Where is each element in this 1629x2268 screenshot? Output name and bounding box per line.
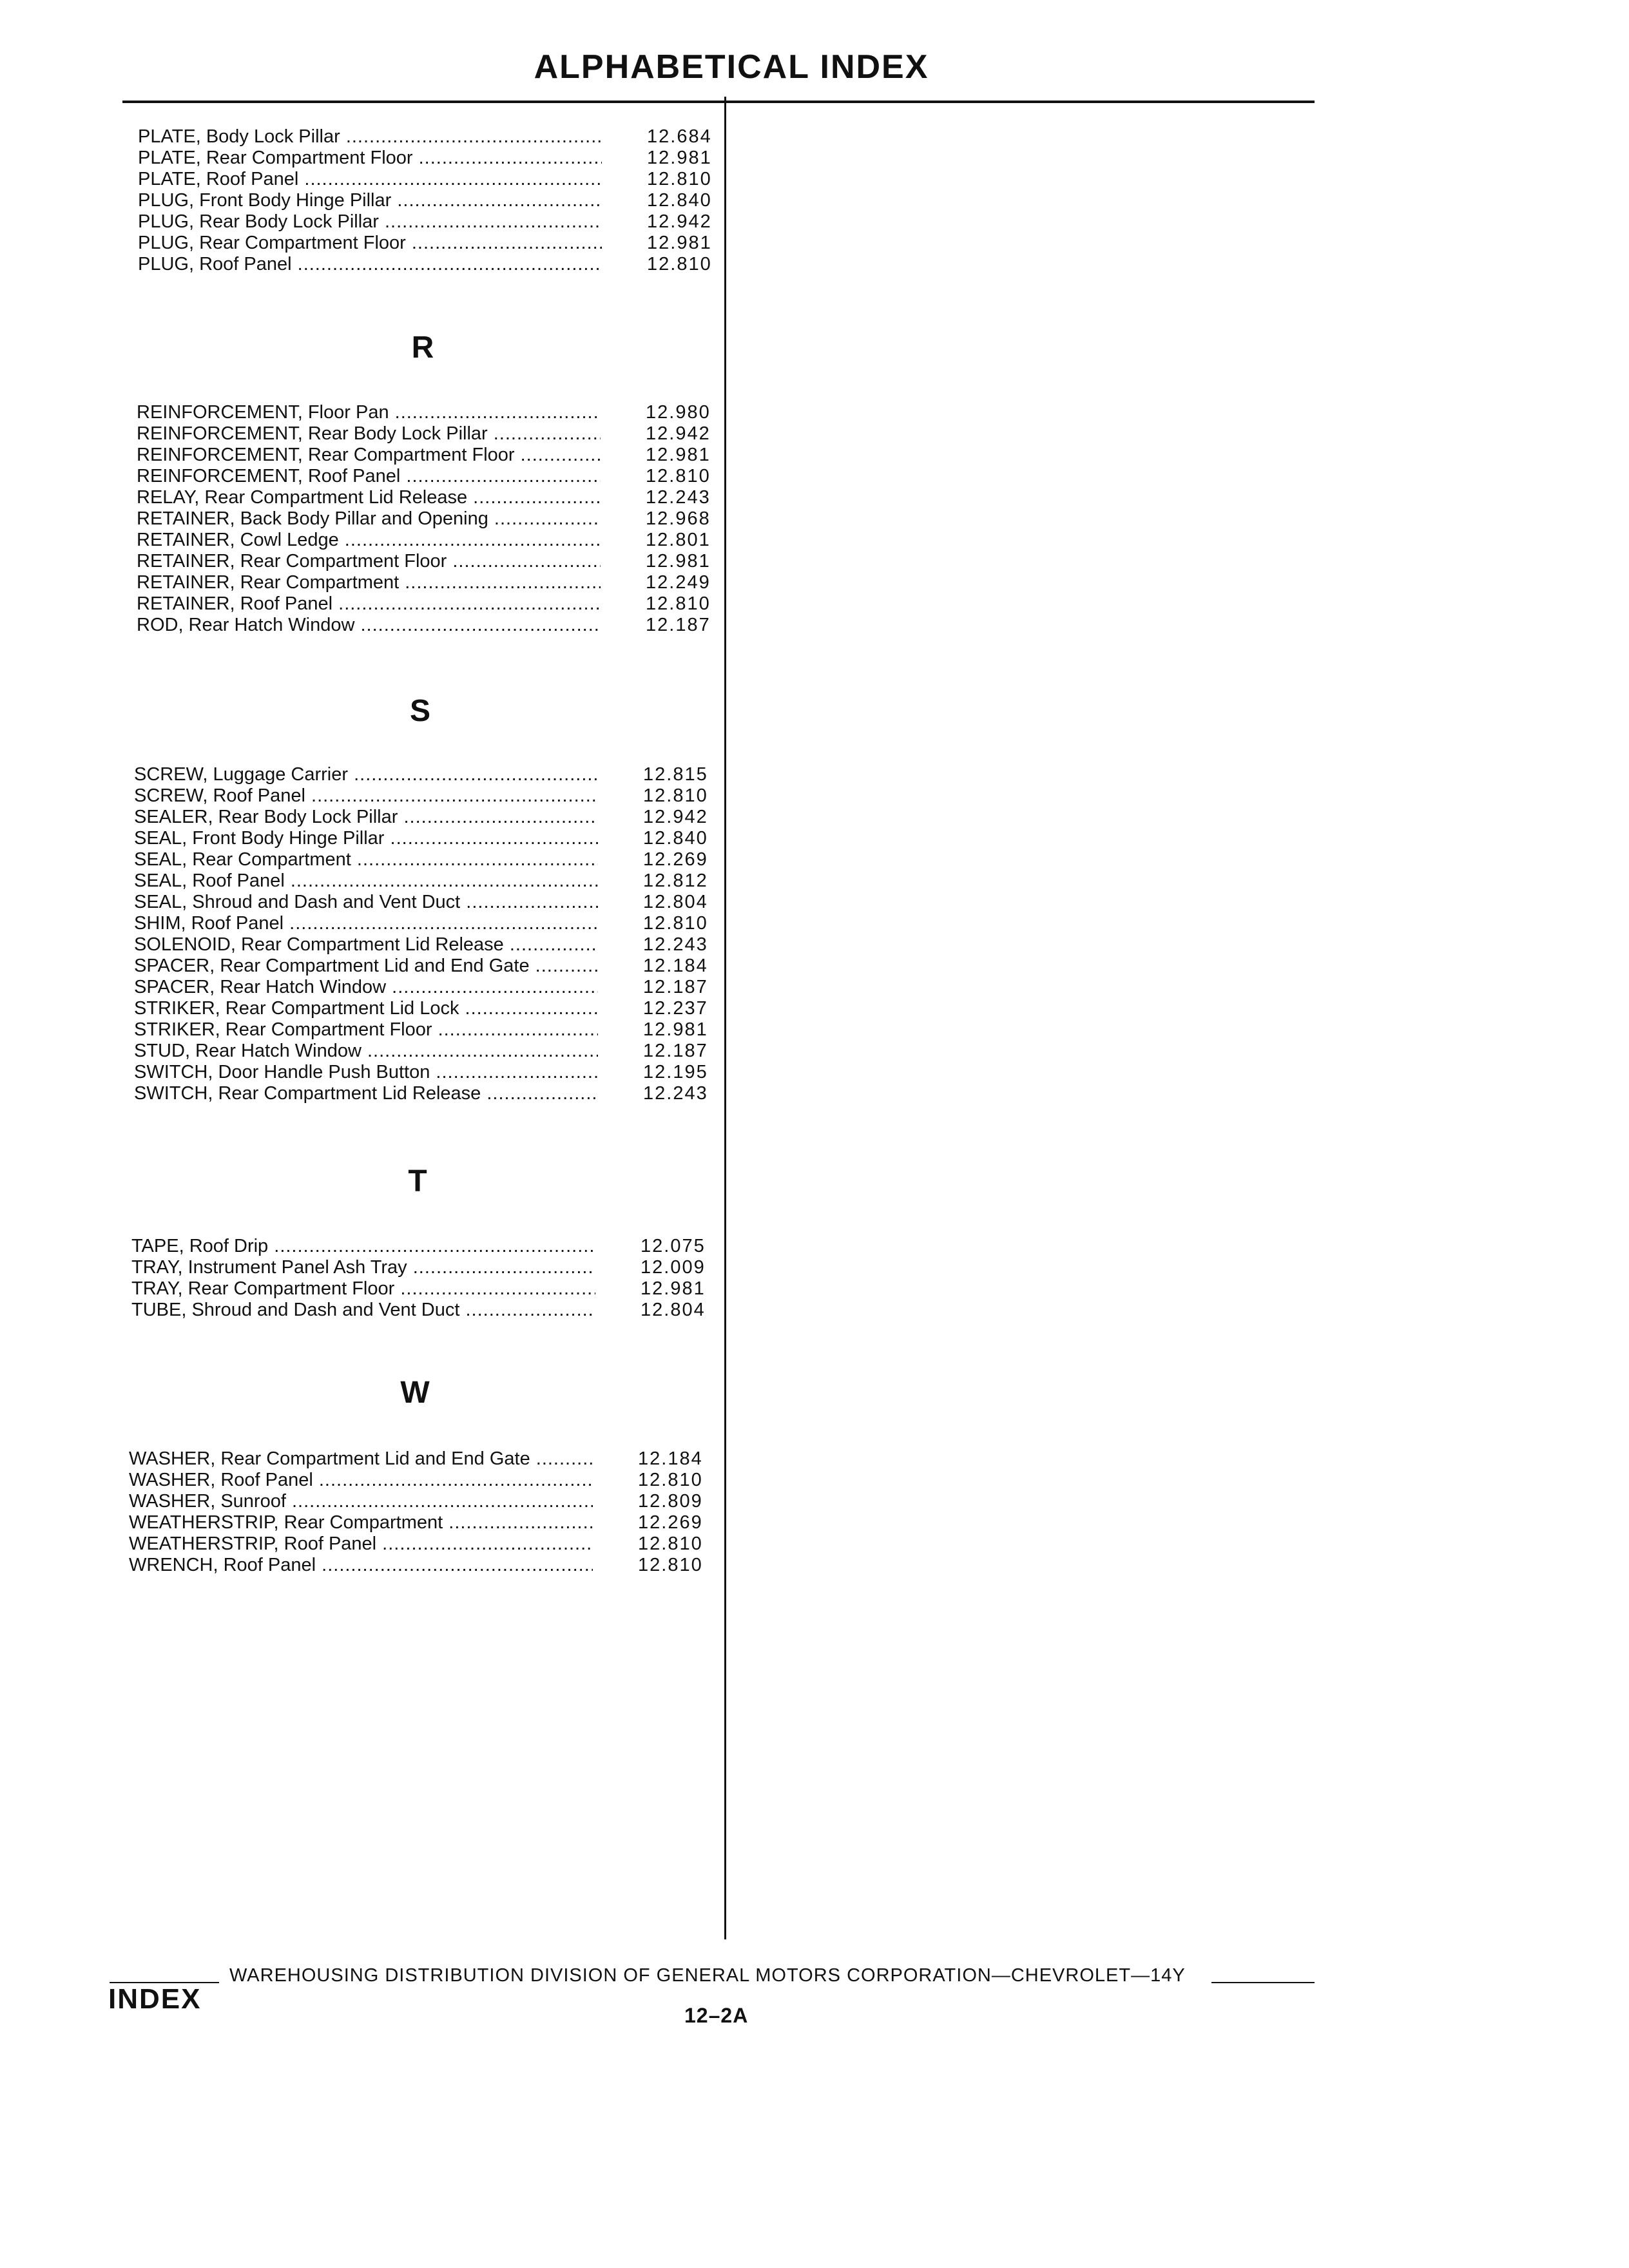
entry-page: 12.195: [643, 1062, 708, 1082]
entry-page: 12.810: [643, 785, 708, 806]
header-rule: [122, 101, 1315, 103]
entry-page: 12.269: [638, 1512, 703, 1533]
entry-label: SWITCH, Rear Compartment Lid Release .....: [134, 1083, 598, 1104]
entry-page: 12.809: [638, 1491, 703, 1512]
entry-page: 12.980: [646, 402, 711, 423]
entry-page: 12.810: [638, 1555, 703, 1575]
entry-page: 12.810: [647, 254, 712, 274]
entry-label: SOLENOID, Rear Compartment Lid Release .....: [134, 934, 598, 956]
entry-label: STUD, Rear Hatch Window .....: [134, 1041, 598, 1062]
entry-page: 12.187: [646, 615, 711, 635]
entry-page: 12.243: [643, 1083, 708, 1104]
entry-label: WRENCH, Roof Panel .....: [129, 1555, 593, 1576]
entry-page: 12.187: [643, 1041, 708, 1061]
entry-page: 12.184: [643, 956, 708, 976]
entry-label: RETAINER, Cowl Ledge .....: [137, 530, 601, 551]
entry-label: SEALER, Rear Body Lock Pillar .....: [134, 807, 598, 828]
entry-page: 12.009: [641, 1257, 706, 1278]
entry-label: REINFORCEMENT, Rear Compartment Floor .....: [137, 445, 601, 466]
entry-page: 12.243: [646, 487, 711, 508]
entry-label: RETAINER, Rear Compartment Floor .....: [137, 551, 601, 572]
entry-label: SEAL, Roof Panel .....: [134, 870, 598, 892]
entry-label: STRIKER, Rear Compartment Lid Lock .....: [134, 998, 598, 1019]
entry-label: SHIM, Roof Panel .....: [134, 913, 598, 934]
section-letter-s: S: [409, 694, 430, 728]
entry-page: 12.804: [641, 1300, 706, 1320]
entry-page: 12.981: [646, 551, 711, 572]
entry-page: 12.810: [638, 1470, 703, 1490]
entry-label: STRIKER, Rear Compartment Floor .....: [134, 1019, 598, 1041]
entry-label: RETAINER, Rear Compartment .....: [137, 572, 601, 593]
entry-label: REINFORCEMENT, Roof Panel .....: [137, 466, 601, 487]
entry-label: SPACER, Rear Hatch Window .....: [134, 977, 598, 998]
entry-page: 12.942: [647, 211, 712, 232]
entry-label: TUBE, Shroud and Dash and Vent Duct .....: [131, 1300, 595, 1321]
entry-label: SCREW, Roof Panel .....: [134, 785, 598, 807]
entry-label: WASHER, Roof Panel .....: [129, 1470, 593, 1491]
entry-label: WEATHERSTRIP, Roof Panel .....: [129, 1533, 593, 1555]
entry-page: 12.810: [647, 169, 712, 189]
entry-label: PLATE, Rear Compartment Floor .....: [138, 148, 602, 169]
entry-page: 12.840: [643, 828, 708, 849]
entry-label: ROD, Rear Hatch Window .....: [137, 615, 601, 636]
entry-label: TRAY, Instrument Panel Ash Tray .....: [131, 1257, 595, 1278]
entry-label: PLUG, Rear Compartment Floor .....: [138, 233, 602, 254]
footer-section-label: INDEX: [108, 1983, 202, 2015]
entry-page: 12.810: [643, 913, 708, 934]
entry-page: 12.237: [643, 998, 708, 1019]
entry-label: REINFORCEMENT, Rear Body Lock Pillar .....: [137, 423, 601, 445]
entry-page: 12.981: [647, 233, 712, 253]
entry-page: 12.249: [646, 572, 711, 593]
section-letter-w: W: [400, 1376, 430, 1410]
entry-label: PLATE, Body Lock Pillar .....: [138, 126, 602, 148]
entry-label: REINFORCEMENT, Floor Pan .....: [137, 402, 601, 423]
entry-page: 12.801: [646, 530, 711, 550]
entry-page: 12.184: [638, 1448, 703, 1469]
entry-page: 12.810: [646, 466, 711, 486]
entry-page: 12.981: [647, 148, 712, 168]
entry-page: 12.269: [643, 849, 708, 870]
entry-label: WASHER, Sunroof .....: [129, 1491, 593, 1512]
entry-label: PLUG, Roof Panel .....: [138, 254, 602, 275]
footer-publisher: WAREHOUSING DISTRIBUTION DIVISION OF GENERAL MOTORS CORPORATION—CHEVROLET—14Y: [229, 1965, 1186, 1986]
entry-label: SEAL, Front Body Hinge Pillar .....: [134, 828, 598, 849]
entry-page: 12.942: [646, 423, 711, 444]
entry-label: WEATHERSTRIP, Rear Compartment .....: [129, 1512, 593, 1533]
entry-page: 12.981: [646, 445, 711, 465]
footer-rule: [1211, 1982, 1315, 1983]
entry-label: SCREW, Luggage Carrier .....: [134, 764, 598, 785]
entry-label: SPACER, Rear Compartment Lid and End Gate .....: [134, 956, 598, 977]
entry-label: SEAL, Rear Compartment .....: [134, 849, 598, 870]
entry-page: 12.243: [643, 934, 708, 955]
page-title: ALPHABETICAL INDEX: [534, 48, 929, 86]
entry-page: 12.942: [643, 807, 708, 827]
entry-label: TRAY, Rear Compartment Floor .....: [131, 1278, 595, 1300]
column-divider: [724, 97, 726, 1939]
entry-label: RETAINER, Back Body Pillar and Opening .....: [137, 508, 601, 530]
page-number: 12–2A: [684, 2004, 749, 2027]
entry-page: 12.840: [647, 190, 712, 211]
entry-label: PLUG, Rear Body Lock Pillar .....: [138, 211, 602, 233]
entry-page: 12.815: [643, 764, 708, 785]
entry-page: 12.981: [641, 1278, 706, 1299]
entry-page: 12.075: [641, 1236, 706, 1256]
entry-label: PLUG, Front Body Hinge Pillar .....: [138, 190, 602, 211]
entry-page: 12.810: [646, 593, 711, 614]
entry-page: 12.187: [643, 977, 708, 997]
entry-label: SEAL, Shroud and Dash and Vent Duct .....: [134, 892, 598, 913]
entry-label: RETAINER, Roof Panel .....: [137, 593, 601, 615]
entry-label: PLATE, Roof Panel .....: [138, 169, 602, 190]
entry-page: 12.810: [638, 1533, 703, 1554]
entry-page: 12.804: [643, 892, 708, 912]
entry-label: SWITCH, Door Handle Push Button .....: [134, 1062, 598, 1083]
entry-page: 12.981: [643, 1019, 708, 1040]
entry-label: RELAY, Rear Compartment Lid Release .....: [137, 487, 601, 508]
entry-page: 12.812: [643, 870, 708, 891]
entry-page: 12.684: [647, 126, 712, 147]
entry-page: 12.968: [646, 508, 711, 529]
entry-label: WASHER, Rear Compartment Lid and End Gate .....: [129, 1448, 593, 1470]
entry-label: TAPE, Roof Drip .....: [131, 1236, 595, 1257]
section-letter-r: R: [411, 331, 434, 365]
section-letter-t: T: [408, 1164, 427, 1198]
